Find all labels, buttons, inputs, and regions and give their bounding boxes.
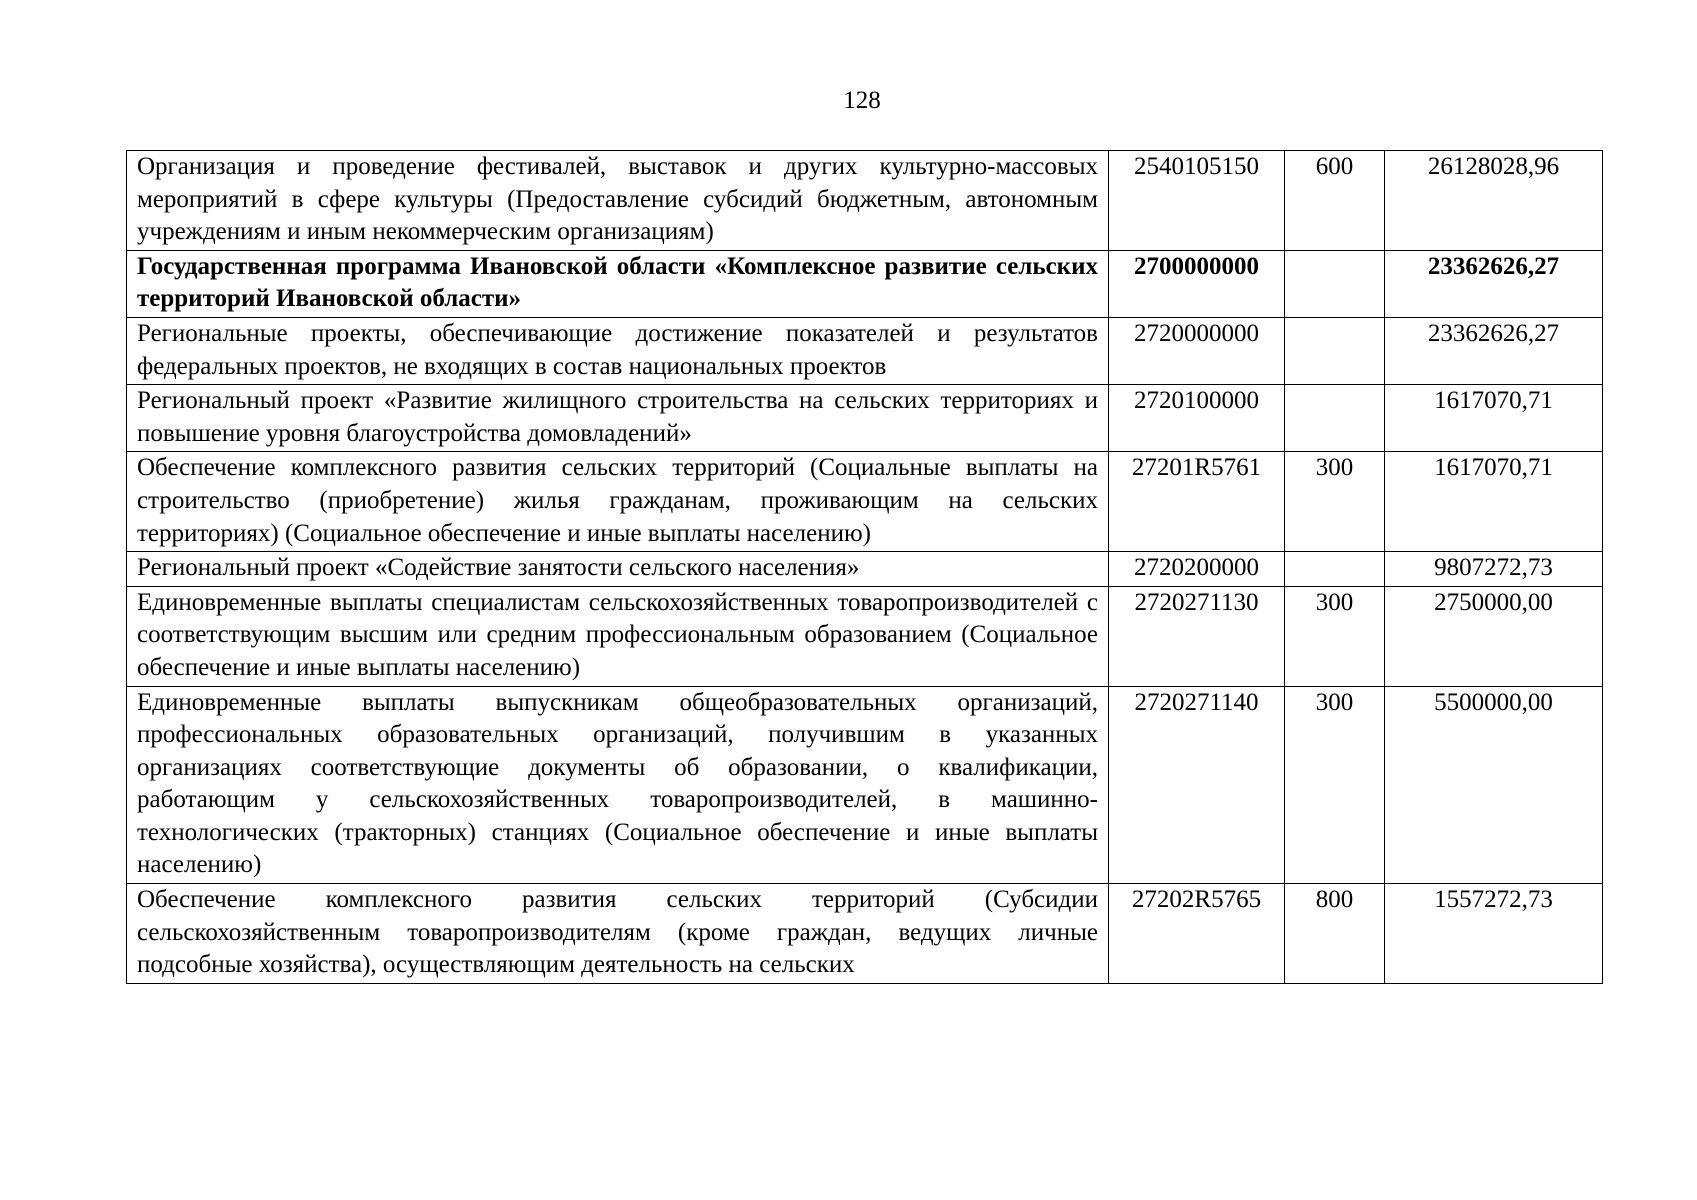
page-number: 128 <box>843 87 881 114</box>
expense-type-cell: 800 <box>1285 884 1385 984</box>
expense-type-cell <box>1285 552 1385 587</box>
item-name-cell: Единовременные выплаты выпускникам общеобразовательных организаций, профессиональных образовательных организаций, получившим в указанных организациях соответствующие документы об образовании, о квалификации, работающим у сельскохозяйственных товаропроизводителей, в машинно-технологических (тракторных) станциях (Социальное обеспечение и иные выплаты населению) <box>127 686 1109 884</box>
target-code-cell: 27201R5761 <box>1109 452 1285 552</box>
target-code-cell: 2700000000 <box>1109 250 1285 317</box>
expense-type-cell <box>1285 250 1385 317</box>
table-row <box>127 586 1603 686</box>
target-code-cell: 2720200000 <box>1109 552 1285 587</box>
item-name-cell: Региональный проект «Содействие занятости сельского населения» <box>127 552 1109 587</box>
budget-table <box>126 150 1603 984</box>
item-name-cell: Обеспечение комплексного развития сельских территорий (Субсидии сельскохозяйственным товаропроизводителям (кроме граждан, ведущих личные подсобные хозяйства), осуществляющим деятельность на сельских <box>127 884 1109 984</box>
table-row <box>127 686 1603 884</box>
amount-cell: 1617070,71 <box>1385 385 1603 452</box>
expense-type-cell <box>1285 385 1385 452</box>
item-name-cell: Обеспечение комплексного развития сельских территорий (Социальные выплаты на строительство (приобретение) жилья гражданам, проживающим на сельских территориях) (Социальное обеспечение и иные выплаты населению) <box>127 452 1109 552</box>
table-body <box>127 151 1603 984</box>
table-row <box>127 385 1603 452</box>
expense-type-cell: 300 <box>1285 686 1385 884</box>
amount-cell: 1557272,73 <box>1385 884 1603 984</box>
expense-type-cell: 600 <box>1285 151 1385 251</box>
target-code-cell: 2720271130 <box>1109 586 1285 686</box>
expense-type-cell <box>1285 317 1385 384</box>
table-row <box>127 884 1603 984</box>
amount-cell: 9807272,73 <box>1385 552 1603 587</box>
table-row <box>127 317 1603 384</box>
table-row <box>127 552 1603 587</box>
item-name-cell: Региональные проекты, обеспечивающие достижение показателей и результатов федеральных проектов, не входящих в состав национальных проектов <box>127 317 1109 384</box>
item-name-cell: Организация и проведение фестивалей, выставок и других культурно-массовых мероприятий в сфере культуры (Предоставление субсидий бюджетным, автономным учреждениям и иным некоммерческим организациям) <box>127 151 1109 251</box>
item-name-cell: Региональный проект «Развитие жилищного строительства на сельских территориях и повышение уровня благоустройства домовладений» <box>127 385 1109 452</box>
target-code-cell: 2720271140 <box>1109 686 1285 884</box>
amount-cell: 23362626,27 <box>1385 250 1603 317</box>
expense-type-cell: 300 <box>1285 586 1385 686</box>
amount-cell: 26128028,96 <box>1385 151 1603 251</box>
amount-cell: 1617070,71 <box>1385 452 1603 552</box>
amount-cell: 5500000,00 <box>1385 686 1603 884</box>
item-name-cell: Государственная программа Ивановской области «Комплексное развитие сельских территорий Ивановской области» <box>127 250 1109 317</box>
amount-cell: 23362626,27 <box>1385 317 1603 384</box>
table-row <box>127 250 1603 317</box>
target-code-cell: 2720100000 <box>1109 385 1285 452</box>
amount-cell: 2750000,00 <box>1385 586 1603 686</box>
target-code-cell: 2540105150 <box>1109 151 1285 251</box>
target-code-cell: 2720000000 <box>1109 317 1285 384</box>
item-name-cell: Единовременные выплаты специалистам сельскохозяйственных товаропроизводителей с соответствующим высшим или средним профессиональным образованием (Социальное обеспечение и иные выплаты населению) <box>127 586 1109 686</box>
table-row <box>127 151 1603 251</box>
target-code-cell: 27202R5765 <box>1109 884 1285 984</box>
table-row <box>127 452 1603 552</box>
expense-type-cell: 300 <box>1285 452 1385 552</box>
